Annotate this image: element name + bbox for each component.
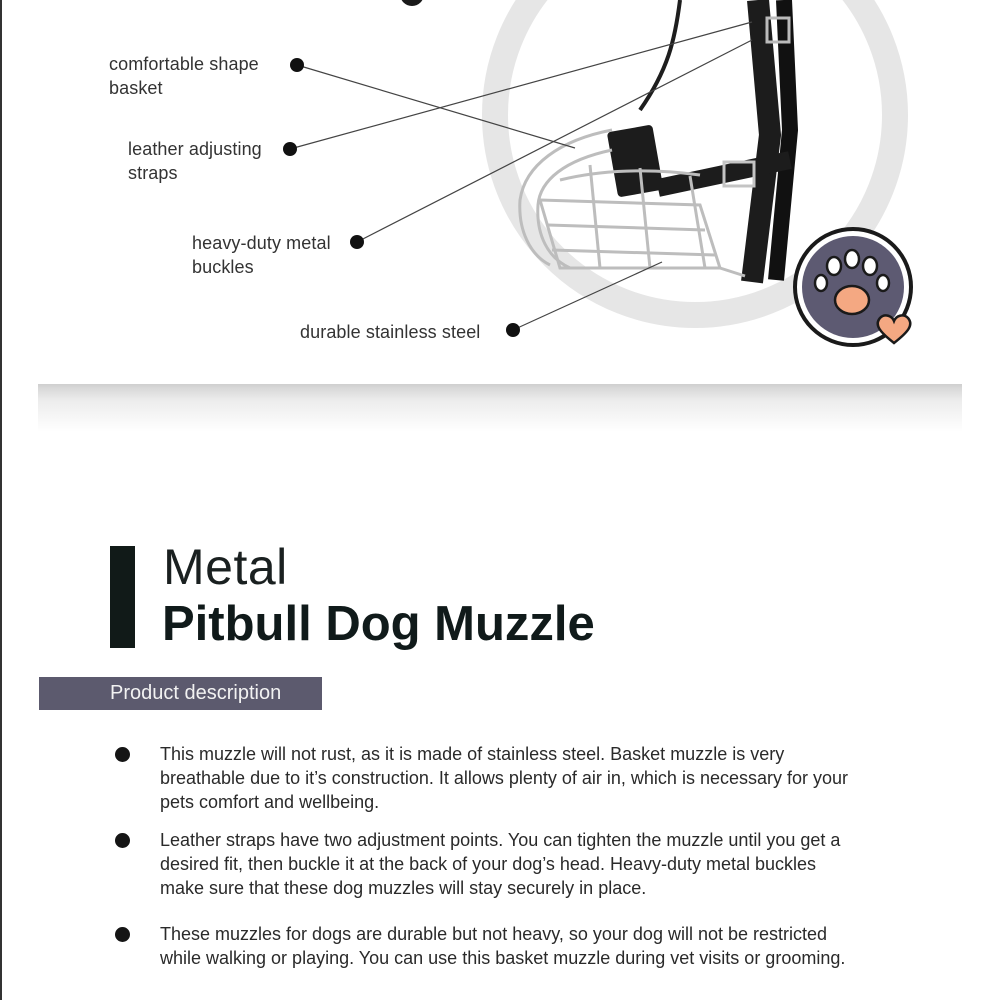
callout-straps: leather adjusting straps <box>128 139 262 183</box>
bullet-text: These muzzles for dogs are durable but not heavy, so your dog will not be restricted while walking or playing. You can use this basket muzzle during vet visits or grooming. <box>160 924 846 968</box>
section-divider-shadow <box>38 384 962 432</box>
paw-badge <box>795 229 911 345</box>
callout-basket: comfortable shape basket <box>109 54 259 98</box>
muzzle-image <box>520 0 790 282</box>
bullet-dot-icon <box>115 747 130 762</box>
page-title: Pitbull Dog Muzzle <box>162 597 595 651</box>
bullet-text: Leather straps have two adjustment points. You can tighten the muzzle until you get a desired fit, then buckle it at the back of your dog’s head. Heavy-duty metal buckles make sure that these dog muzzles will stay securely in place. <box>160 830 841 898</box>
bullet-dot-icon <box>115 833 130 848</box>
product-hero <box>0 0 1000 385</box>
bullet-dot-icon <box>115 927 130 942</box>
nose-pad <box>607 124 664 197</box>
title-accent-bar <box>110 546 135 648</box>
callout-steel: durable stainless steel <box>300 322 481 342</box>
leash-line <box>640 0 680 110</box>
top-marker-dot <box>400 0 424 6</box>
callout-buckles: heavy-duty metal buckles <box>192 233 331 277</box>
title-line-metal: Metal <box>163 539 288 595</box>
bullet-text: This muzzle will not rust, as it is made of stainless steel. Basket muzzle is very breathable due to it’s construction. It allows plenty of air in, which is necessary for your pets comfort and wellbeing. <box>160 744 849 812</box>
product-description-label: Product description <box>39 677 322 710</box>
